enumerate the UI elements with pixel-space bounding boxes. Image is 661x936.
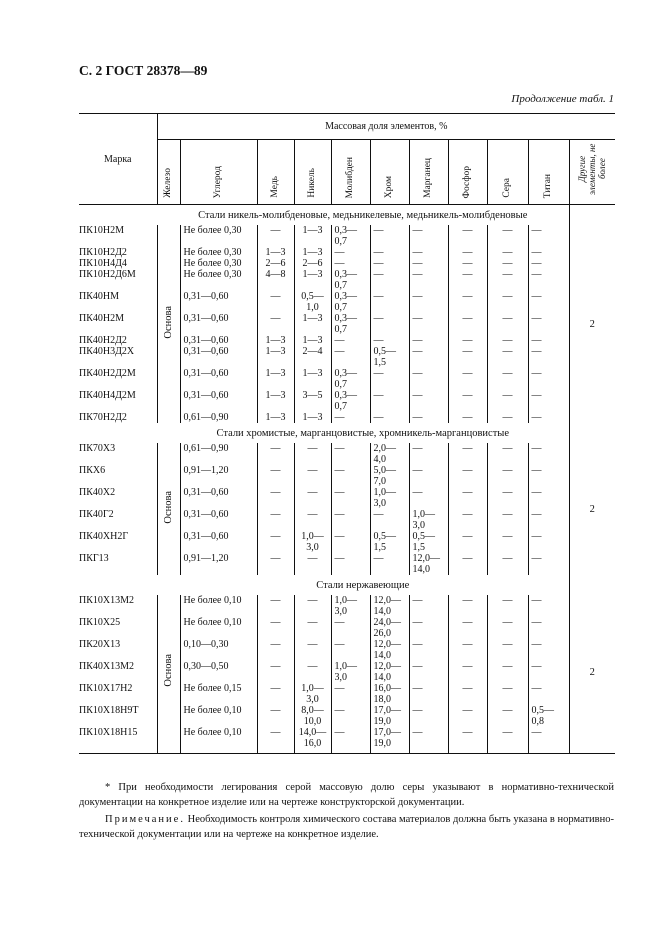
cell-p: — bbox=[448, 553, 487, 575]
cell-mn: 1,0— 3,0 bbox=[409, 509, 448, 531]
cell-s: — bbox=[487, 258, 528, 269]
column-header: Молибден bbox=[331, 140, 370, 205]
composition-table bbox=[79, 113, 615, 754]
cell-c: 0,31—0,60 bbox=[180, 390, 257, 412]
cell-ni: 1—3 bbox=[294, 412, 331, 423]
cell-c: 0,10—0,30 bbox=[180, 639, 257, 661]
cell-s: — bbox=[487, 346, 528, 368]
cell-ni: 1—3 bbox=[294, 247, 331, 258]
cell-cr: — bbox=[370, 509, 409, 531]
other-elements-cell: 2 bbox=[569, 443, 615, 575]
cell-cu: — bbox=[257, 313, 294, 335]
cell-mo: — bbox=[331, 258, 370, 269]
cell-c: 0,31—0,60 bbox=[180, 487, 257, 509]
cell-mo: — bbox=[331, 465, 370, 487]
cell-cu: 1—3 bbox=[257, 247, 294, 258]
grade-cell: ПК70Х3 bbox=[79, 443, 116, 454]
cell-mo: — bbox=[331, 509, 370, 531]
cell-cr: 2,0— 4,0 bbox=[370, 443, 409, 465]
table-row bbox=[79, 225, 615, 247]
cell-ni: — bbox=[294, 443, 331, 465]
cell-c: 0,31—0,60 bbox=[180, 509, 257, 531]
note-label: Примечание. bbox=[105, 814, 185, 825]
column-header: Фосфор bbox=[448, 140, 487, 205]
cell-cr: 16,0— 18,0 bbox=[370, 683, 409, 705]
cell-ti: — bbox=[528, 553, 569, 575]
cell-s: — bbox=[487, 368, 528, 390]
cell-cr: 24,0— 26,0 bbox=[370, 617, 409, 639]
page-header: С. 2 ГОСТ 28378—89 bbox=[79, 63, 208, 78]
cell-mo: — bbox=[331, 443, 370, 465]
grade-cell: ПК10Х17Н2 bbox=[79, 683, 133, 694]
cell-cr: — bbox=[370, 225, 409, 247]
cell-ti: — bbox=[528, 225, 569, 247]
cell-s: — bbox=[487, 661, 528, 683]
cell-p: — bbox=[448, 258, 487, 269]
cell-mn: — bbox=[409, 225, 448, 247]
cell-ti: — bbox=[528, 617, 569, 639]
cell-c: Не более 0,30 bbox=[180, 225, 257, 247]
cell-cr: 12,0— 14,0 bbox=[370, 595, 409, 617]
cell-mo: — bbox=[331, 553, 370, 575]
grade-cell: ПК10Х13М2 bbox=[79, 595, 135, 606]
cell-mo: — bbox=[331, 727, 370, 749]
cell-ni: 1,0— 3,0 bbox=[294, 683, 331, 705]
cell-ti: — bbox=[528, 639, 569, 661]
cell-p: — bbox=[448, 683, 487, 705]
cell-cr: — bbox=[370, 247, 409, 258]
cell-cu: 1—3 bbox=[257, 390, 294, 412]
cell-mn: — bbox=[409, 683, 448, 705]
cell-c: 0,31—0,60 bbox=[180, 291, 257, 313]
cell-cu: — bbox=[257, 531, 294, 553]
grade-cell: ПК40Н2Д2 bbox=[79, 335, 127, 346]
grade-cell: ПКХ6 bbox=[79, 465, 106, 476]
column-header: Медь bbox=[257, 140, 294, 205]
cell-cr: — bbox=[370, 368, 409, 390]
grade-cell: ПК10Х18Н15 bbox=[79, 727, 138, 738]
cell-s: — bbox=[487, 617, 528, 639]
cell-mn: — bbox=[409, 368, 448, 390]
cell-cu: — bbox=[257, 225, 294, 247]
grade-cell: ПК40Н2Д2М bbox=[79, 368, 136, 379]
cell-c: Не более 0,10 bbox=[180, 727, 257, 749]
cell-p: — bbox=[448, 313, 487, 335]
column-header: Никель bbox=[294, 140, 331, 205]
footnote-note bbox=[79, 812, 614, 842]
cell-cu: — bbox=[257, 291, 294, 313]
cell-c: Не более 0,30 bbox=[180, 258, 257, 269]
cell-c: 0,61—0,90 bbox=[180, 443, 257, 465]
column-header: Сера bbox=[487, 140, 528, 205]
cell-cr: — bbox=[370, 412, 409, 423]
cell-mn: — bbox=[409, 269, 448, 291]
section-title: Стали хромистые, марганцовистые, хромникель-марганцовистые bbox=[216, 428, 509, 439]
cell-ni: — bbox=[294, 617, 331, 639]
cell-mn: — bbox=[409, 412, 448, 423]
cell-mn: — bbox=[409, 639, 448, 661]
cell-p: — bbox=[448, 617, 487, 639]
cell-p: — bbox=[448, 291, 487, 313]
cell-mo: — bbox=[331, 639, 370, 661]
cell-s: — bbox=[487, 313, 528, 335]
basis-cell: Основа bbox=[157, 595, 180, 749]
cell-cu: 2—6 bbox=[257, 258, 294, 269]
cell-c: 0,31—0,60 bbox=[180, 346, 257, 368]
grade-cell: ПКГ13 bbox=[79, 553, 109, 564]
cell-ni: 1,0— 3,0 bbox=[294, 531, 331, 553]
grade-cell: ПК10Н4Д4 bbox=[79, 258, 127, 269]
cell-c: 0,31—0,60 bbox=[180, 335, 257, 346]
cell-ti: — bbox=[528, 412, 569, 423]
cell-p: — bbox=[448, 661, 487, 683]
cell-c: Не более 0,10 bbox=[180, 595, 257, 617]
cell-mo: — bbox=[331, 412, 370, 423]
cell-mn: — bbox=[409, 705, 448, 727]
cell-mo: — bbox=[331, 487, 370, 509]
cell-mn: — bbox=[409, 727, 448, 749]
cell-ni: — bbox=[294, 661, 331, 683]
cell-mo: — bbox=[331, 705, 370, 727]
basis-cell: Основа bbox=[157, 225, 180, 423]
cell-cu: — bbox=[257, 443, 294, 465]
cell-p: — bbox=[448, 465, 487, 487]
footnote-star: * При необходимости легирования серой массовую долю серы указывают в нормативно-технической документации на конкретное изделие или на чертеже конструкторской документации. bbox=[79, 782, 614, 808]
grade-cell: ПК40НМ bbox=[79, 291, 120, 302]
cell-mn: — bbox=[409, 247, 448, 258]
cell-ni: 2—6 bbox=[294, 258, 331, 269]
cell-cu: — bbox=[257, 617, 294, 639]
cell-cu: — bbox=[257, 683, 294, 705]
other-elements-cell: 2 bbox=[569, 225, 615, 423]
cell-ni: 3—5 bbox=[294, 390, 331, 412]
cell-s: — bbox=[487, 509, 528, 531]
cell-p: — bbox=[448, 639, 487, 661]
cell-cr: — bbox=[370, 313, 409, 335]
cell-mn: — bbox=[409, 661, 448, 683]
cell-c: 0,31—0,60 bbox=[180, 531, 257, 553]
cell-ni: 1—3 bbox=[294, 368, 331, 390]
cell-cr: 17,0— 19,0 bbox=[370, 705, 409, 727]
cell-s: — bbox=[487, 412, 528, 423]
cell-mn: — bbox=[409, 291, 448, 313]
column-header: Другие элементы, не более bbox=[569, 140, 615, 205]
cell-ti: — bbox=[528, 346, 569, 368]
grade-cell: ПК40Х13М2 bbox=[79, 661, 135, 672]
cell-s: — bbox=[487, 269, 528, 291]
cell-ti: — bbox=[528, 727, 569, 749]
cell-p: — bbox=[448, 346, 487, 368]
cell-ti: — bbox=[528, 258, 569, 269]
cell-ni: — bbox=[294, 639, 331, 661]
cell-cu: 1—3 bbox=[257, 412, 294, 423]
cell-cr: — bbox=[370, 390, 409, 412]
cell-s: — bbox=[487, 639, 528, 661]
cell-p: — bbox=[448, 247, 487, 258]
cell-mo: 0,3— 0,7 bbox=[331, 291, 370, 313]
cell-c: Не более 0,10 bbox=[180, 705, 257, 727]
cell-p: — bbox=[448, 390, 487, 412]
cell-c: 0,30—0,50 bbox=[180, 661, 257, 683]
cell-p: — bbox=[448, 443, 487, 465]
cell-p: — bbox=[448, 412, 487, 423]
cell-mn: — bbox=[409, 617, 448, 639]
table-row bbox=[79, 443, 615, 465]
cell-ni: — bbox=[294, 553, 331, 575]
cell-cr: 12,0— 14,0 bbox=[370, 639, 409, 661]
header-marka: Марка bbox=[79, 114, 157, 205]
cell-ni: — bbox=[294, 595, 331, 617]
column-header: Железо bbox=[157, 140, 180, 205]
grade-cell: ПК40Г2 bbox=[79, 509, 114, 520]
cell-mn: — bbox=[409, 595, 448, 617]
cell-cr: 12,0— 14,0 bbox=[370, 661, 409, 683]
table-continuation-label: Продолжение табл. 1 bbox=[511, 93, 614, 105]
cell-s: — bbox=[487, 727, 528, 749]
cell-c: Не более 0,30 bbox=[180, 247, 257, 258]
cell-cr: 1,0— 3,0 bbox=[370, 487, 409, 509]
cell-ni: 1—3 bbox=[294, 269, 331, 291]
grade-cell: ПК10Н2Д6М bbox=[79, 269, 136, 280]
cell-cr: 0,5— 1,5 bbox=[370, 346, 409, 368]
cell-cu: — bbox=[257, 465, 294, 487]
cell-s: — bbox=[487, 225, 528, 247]
cell-c: Не более 0,15 bbox=[180, 683, 257, 705]
cell-mn: — bbox=[409, 443, 448, 465]
cell-cr: 5,0— 7,0 bbox=[370, 465, 409, 487]
cell-mn: 0,5— 1,5 bbox=[409, 531, 448, 553]
cell-s: — bbox=[487, 390, 528, 412]
cell-c: 0,31—0,60 bbox=[180, 368, 257, 390]
cell-ti: — bbox=[528, 509, 569, 531]
cell-ni: 0,5— 1,0 bbox=[294, 291, 331, 313]
cell-ni: — bbox=[294, 465, 331, 487]
cell-ti: — bbox=[528, 335, 569, 346]
grade-cell: ПК40Н2М bbox=[79, 313, 125, 324]
cell-ti: — bbox=[528, 487, 569, 509]
cell-ti: — bbox=[528, 595, 569, 617]
cell-ti: — bbox=[528, 247, 569, 258]
cell-cr: — bbox=[370, 269, 409, 291]
cell-cu: — bbox=[257, 705, 294, 727]
cell-mn: — bbox=[409, 346, 448, 368]
cell-mo: — bbox=[331, 335, 370, 346]
cell-p: — bbox=[448, 487, 487, 509]
cell-cr: — bbox=[370, 291, 409, 313]
cell-cu: 1—3 bbox=[257, 346, 294, 368]
cell-p: — bbox=[448, 705, 487, 727]
cell-mo: 0,3— 0,7 bbox=[331, 269, 370, 291]
cell-ni: 8,0— 10,0 bbox=[294, 705, 331, 727]
cell-p: — bbox=[448, 335, 487, 346]
column-header: Марганец bbox=[409, 140, 448, 205]
column-header: Титан bbox=[528, 140, 569, 205]
cell-p: — bbox=[448, 368, 487, 390]
cell-ti: — bbox=[528, 368, 569, 390]
cell-ti: — bbox=[528, 313, 569, 335]
cell-c: Не более 0,10 bbox=[180, 617, 257, 639]
cell-cu: — bbox=[257, 727, 294, 749]
cell-s: — bbox=[487, 443, 528, 465]
cell-mo: 0,3— 0,7 bbox=[331, 225, 370, 247]
cell-cr: — bbox=[370, 335, 409, 346]
cell-cu: — bbox=[257, 553, 294, 575]
grade-cell: ПК70Н2Д2 bbox=[79, 412, 127, 423]
cell-ti: — bbox=[528, 390, 569, 412]
cell-mn: — bbox=[409, 465, 448, 487]
cell-c: Не более 0,30 bbox=[180, 269, 257, 291]
section-title: Стали нержавеющие bbox=[316, 580, 410, 591]
cell-ni: — bbox=[294, 509, 331, 531]
cell-cu: — bbox=[257, 595, 294, 617]
column-header: Хром bbox=[370, 140, 409, 205]
cell-ni: 1—3 bbox=[294, 335, 331, 346]
column-header: Углерод bbox=[180, 140, 257, 205]
cell-s: — bbox=[487, 335, 528, 346]
cell-mn: — bbox=[409, 258, 448, 269]
cell-mo: 1,0— 3,0 bbox=[331, 595, 370, 617]
cell-mo: 1,0— 3,0 bbox=[331, 661, 370, 683]
cell-mo: 0,3— 0,7 bbox=[331, 390, 370, 412]
cell-ti: — bbox=[528, 531, 569, 553]
cell-mn: 12,0— 14,0 bbox=[409, 553, 448, 575]
cell-mo: — bbox=[331, 617, 370, 639]
grade-cell: ПК20Х13 bbox=[79, 639, 121, 650]
cell-ti: — bbox=[528, 269, 569, 291]
cell-ti: — bbox=[528, 291, 569, 313]
cell-s: — bbox=[487, 531, 528, 553]
cell-s: — bbox=[487, 595, 528, 617]
cell-ni: 2—4 bbox=[294, 346, 331, 368]
cell-ti: — bbox=[528, 661, 569, 683]
cell-ti: — bbox=[528, 465, 569, 487]
note-text: Необходимость контроля химического состава материалов должна быть указана в нормативно-технической документации или на чертеже на конкретное изделие. bbox=[79, 814, 614, 840]
cell-c: 0,31—0,60 bbox=[180, 313, 257, 335]
cell-mo: — bbox=[331, 683, 370, 705]
cell-ni: 1—3 bbox=[294, 313, 331, 335]
cell-ni: 1—3 bbox=[294, 225, 331, 247]
cell-s: — bbox=[487, 705, 528, 727]
cell-cu: 1—3 bbox=[257, 368, 294, 390]
cell-cr: 17,0— 19,0 bbox=[370, 727, 409, 749]
grade-cell: ПК10Х25 bbox=[79, 617, 121, 628]
cell-c: 0,91—1,20 bbox=[180, 465, 257, 487]
cell-cu: — bbox=[257, 661, 294, 683]
cell-cu: — bbox=[257, 509, 294, 531]
cell-p: — bbox=[448, 269, 487, 291]
cell-c: 0,91—1,20 bbox=[180, 553, 257, 575]
cell-ti: 0,5— 0,8 bbox=[528, 705, 569, 727]
cell-cu: 4—8 bbox=[257, 269, 294, 291]
grade-cell: ПК40Х2 bbox=[79, 487, 116, 498]
grade-cell: ПК10Х18Н9Т bbox=[79, 705, 139, 716]
cell-ni: 14,0— 16,0 bbox=[294, 727, 331, 749]
cell-s: — bbox=[487, 291, 528, 313]
section-title: Стали никель-молибденовые, медьникелевые, медьникель-молибденовые bbox=[198, 210, 528, 221]
cell-ti: — bbox=[528, 683, 569, 705]
cell-mo: — bbox=[331, 531, 370, 553]
cell-p: — bbox=[448, 225, 487, 247]
cell-mo: 0,3— 0,7 bbox=[331, 368, 370, 390]
cell-cr: 0,5— 1,5 bbox=[370, 531, 409, 553]
grade-cell: ПК40Н4Д2М bbox=[79, 390, 136, 401]
cell-p: — bbox=[448, 531, 487, 553]
cell-mn: — bbox=[409, 335, 448, 346]
cell-s: — bbox=[487, 487, 528, 509]
cell-s: — bbox=[487, 553, 528, 575]
other-elements-cell: 2 bbox=[569, 595, 615, 749]
cell-mn: — bbox=[409, 487, 448, 509]
cell-s: — bbox=[487, 465, 528, 487]
cell-ti: — bbox=[528, 443, 569, 465]
grade-cell: ПК40ХН2Г bbox=[79, 531, 129, 542]
basis-cell: Основа bbox=[157, 443, 180, 575]
header-mass-fraction: Массовая доля элементов, % bbox=[157, 114, 615, 140]
cell-mn: — bbox=[409, 390, 448, 412]
cell-ni: — bbox=[294, 487, 331, 509]
cell-s: — bbox=[487, 247, 528, 258]
cell-cr: — bbox=[370, 553, 409, 575]
cell-mo: — bbox=[331, 247, 370, 258]
cell-cr: — bbox=[370, 258, 409, 269]
cell-s: — bbox=[487, 683, 528, 705]
table-row bbox=[79, 595, 615, 617]
grade-cell: ПК10Н2Д2 bbox=[79, 247, 127, 258]
cell-mo: 0,3— 0,7 bbox=[331, 313, 370, 335]
cell-p: — bbox=[448, 509, 487, 531]
cell-cu: 1—3 bbox=[257, 335, 294, 346]
cell-mo: — bbox=[331, 346, 370, 368]
cell-cu: — bbox=[257, 639, 294, 661]
cell-c: 0,61—0,90 bbox=[180, 412, 257, 423]
cell-cu: — bbox=[257, 487, 294, 509]
grade-cell: ПК10Н2М bbox=[79, 225, 125, 236]
cell-p: — bbox=[448, 595, 487, 617]
cell-p: — bbox=[448, 727, 487, 749]
grade-cell: ПК40Н3Д2Х bbox=[79, 346, 135, 357]
cell-mn: — bbox=[409, 313, 448, 335]
